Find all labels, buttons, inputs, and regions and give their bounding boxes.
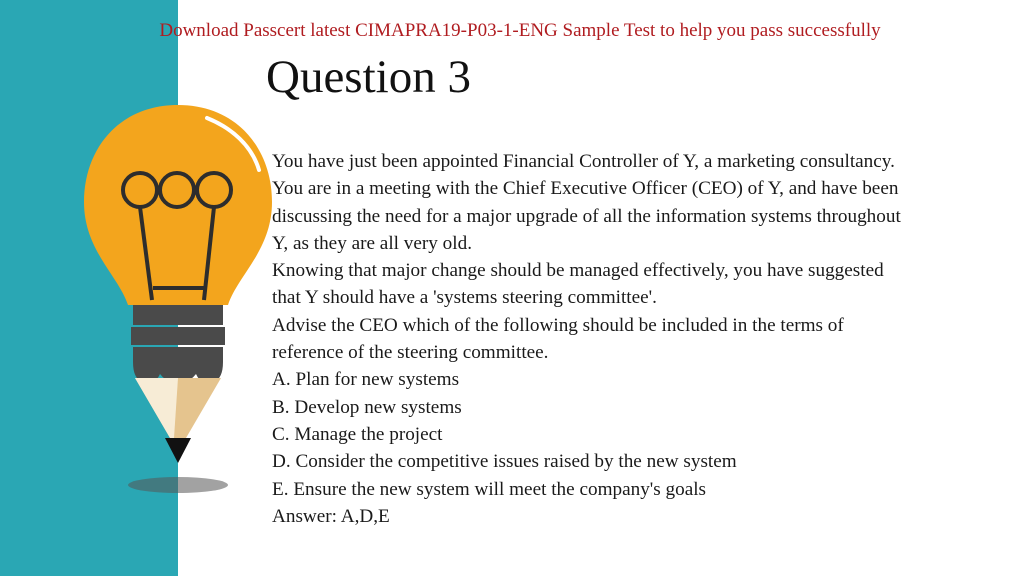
option-d: D. Consider the competitive issues raised by the new system — [272, 451, 737, 473]
body-line: discussing the need for a major upgrade of all the information systems throughout — [272, 205, 901, 227]
body-line: Knowing that major change should be managed effectively, you have suggested — [272, 260, 884, 282]
option-e: E. Ensure the new system will meet the company's goals — [272, 478, 707, 500]
bulb-socket-bottom — [133, 347, 223, 383]
body-line: Y, as they are all very old. — [272, 232, 472, 254]
bulb-socket-top — [133, 305, 223, 325]
body-line: that Y should have a 'systems steering committee'. — [272, 287, 657, 309]
pencil-tip — [165, 438, 191, 463]
option-a: A. Plan for new systems — [272, 369, 460, 391]
bulb-socket-middle — [131, 327, 225, 345]
pencil-wood-light — [135, 378, 178, 438]
question-body — [272, 148, 1012, 530]
body-line: You have just been appointed Financial Controller of Y, a marketing consultancy. — [272, 151, 895, 172]
answer-line: Answer: A,D,E — [272, 505, 390, 527]
question-title: Question 3 — [266, 51, 471, 103]
body-line: reference of the steering committee. — [272, 342, 549, 364]
body-line: You are in a meeting with the Chief Executive Officer (CEO) of Y, and have been — [272, 178, 899, 200]
option-c: C. Manage the project — [272, 423, 443, 445]
option-b: B. Develop new systems — [272, 396, 462, 418]
download-banner: Download Passcert latest CIMAPRA19-P03-1-ENG Sample Test to help you pass successfully — [159, 20, 881, 41]
body-line: Advise the CEO which of the following should be included in the terms of — [272, 314, 844, 336]
lightbulb-pencil-icon — [0, 0, 300, 576]
bulb-shadow — [128, 477, 228, 493]
